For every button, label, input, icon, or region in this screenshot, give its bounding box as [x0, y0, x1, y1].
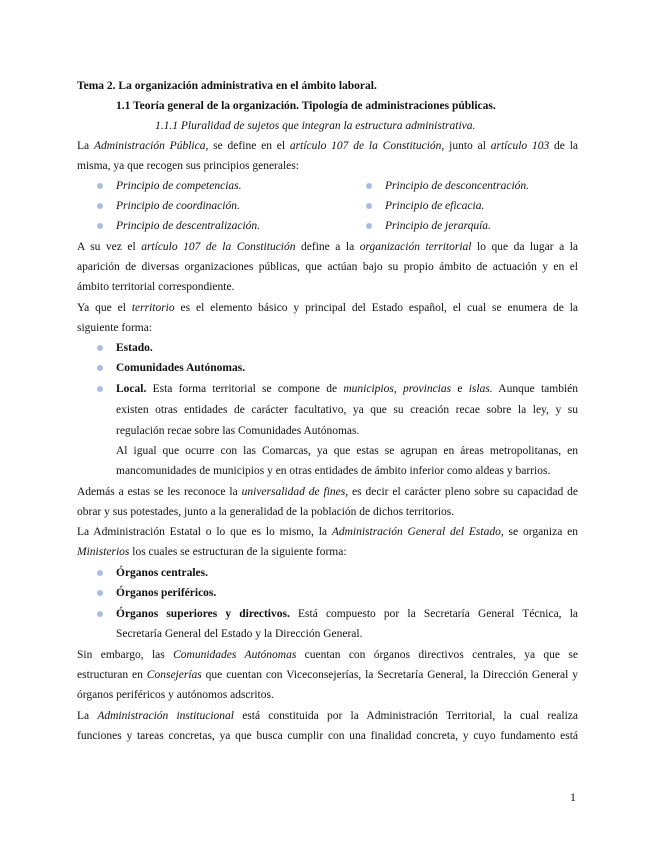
- bullet-icon: [97, 345, 103, 351]
- territory-item-estado: Estado.: [116, 342, 153, 354]
- territory-local-line-5: mancomunidades de municipios y en otras entidades de ámbito inferior como aldeas y barrios.: [116, 465, 551, 477]
- territory-item-ccaa: Comunidades Autónomas.: [116, 362, 246, 374]
- paragraph-7-line-2: funciones y tareas concretas, ya que busca cumplir con una finalidad concreta, y cuyo fundamento está: [77, 730, 578, 742]
- bullet-icon: [97, 223, 103, 229]
- bullet-icon: [97, 203, 103, 209]
- bullet-icon: [97, 183, 103, 189]
- bullet-icon: [97, 365, 103, 371]
- principle-item: Principio de eficacia.: [385, 200, 485, 212]
- territory-local-line-2: existen otras entidades de carácter facultativo, ya que su creación recae sobre la ley, y su: [116, 404, 578, 416]
- paragraph-6-line-1: Sin embargo, las Comunidades Autónomas cuentan con órganos directivos centrales, ya que se: [77, 649, 578, 661]
- paragraph-1-line-1: La Administración Pública, se define en el artículo 107 de la Constitución, junto al artículo 103 de la: [77, 140, 578, 152]
- territory-local-line-4: Al igual que ocurre con las Comarcas, ya que estas se agrupan en áreas metropolitanas, en: [116, 445, 578, 457]
- paragraph-6-line-2: estructuran en Consejerías que cuentan con Viceconsejerías, la Secretaría General, la Dirección General y: [77, 669, 578, 681]
- territory-item-local: Local. Esta forma territorial se compone de municipios, provincias e islas. Aunque también: [116, 383, 578, 395]
- section-heading: 1.1 Teoría general de la organización. Tipología de administraciones públicas.: [116, 100, 496, 112]
- organ-item-peripheral: Órganos periféricos.: [116, 587, 217, 599]
- principle-item: Principio de desconcentración.: [385, 180, 530, 192]
- paragraph-1-line-2: misma, ya que recogen sus principios generales:: [77, 160, 299, 172]
- bullet-icon: [97, 570, 103, 576]
- bullet-icon: [97, 611, 103, 617]
- bullet-icon: [366, 183, 372, 189]
- paragraph-2-line-3: ámbito territorial correspondiente.: [77, 281, 235, 293]
- paragraph-4-line-1: Además a estas se les reconoce la universalidad de fines, es decir el carácter pleno sobre su capacidad de: [77, 486, 578, 498]
- subsection-heading: 1.1.1 Pluralidad de sujetos que integran la estructura administrativa.: [155, 120, 476, 132]
- territory-local-line-3: regulación recae sobre las Comunidades Autónomas.: [116, 425, 360, 437]
- page-number: 1: [570, 790, 576, 804]
- organ-item-central: Órganos centrales.: [116, 567, 208, 579]
- paragraph-6-line-3: órganos periféricos y autónomos adscritos.: [77, 689, 274, 701]
- organ-item-superior: Órganos superiores y directivos. Está compuesto por la Secretaría General Técnica, la: [116, 608, 579, 620]
- paragraph-3-line-1: Ya que el territorio es el elemento básico y principal del Estado español, el cual se enumera de la: [77, 302, 578, 314]
- paragraph-7-line-1: La Administración institucional está constituida por la Administración Territorial, la cual realiza: [77, 710, 578, 722]
- paragraph-2-line-2: aparición de diversas organizaciones públicas, que actúan bajo su propio ámbito de actuación y en el: [77, 261, 578, 273]
- bullet-icon: [97, 590, 103, 596]
- topic-heading: Tema 2. La organización administrativa en el ámbito laboral.: [77, 80, 377, 92]
- paragraph-3-line-2: siguiente forma:: [77, 322, 153, 334]
- bullet-icon: [366, 223, 372, 229]
- paragraph-4-line-2: obrar y sus potestades, junto a la generalidad de la población de dichos territorios.: [77, 506, 455, 518]
- paragraph-2-line-1: A su vez el artículo 107 de la Constitución define a la organización territorial lo que da lugar a la: [77, 241, 578, 253]
- principle-item: Principio de descentralización.: [116, 220, 261, 232]
- organ-superior-line-2: Secretaría General del Estado y la Dirección General.: [116, 628, 363, 640]
- bullet-icon: [97, 386, 103, 392]
- principle-item: Principio de competencias.: [116, 180, 242, 192]
- principle-item: Principio de jerarquía.: [385, 220, 491, 232]
- paragraph-5-line-1: La Administración Estatal o lo que es lo mismo, la Administración General del Estado, se organiza en: [77, 526, 578, 538]
- principle-item: Principio de coordinación.: [116, 200, 240, 212]
- bullet-icon: [366, 203, 372, 209]
- paragraph-5-line-2: Ministerios los cuales se estructuran de la siguiente forma:: [77, 546, 347, 558]
